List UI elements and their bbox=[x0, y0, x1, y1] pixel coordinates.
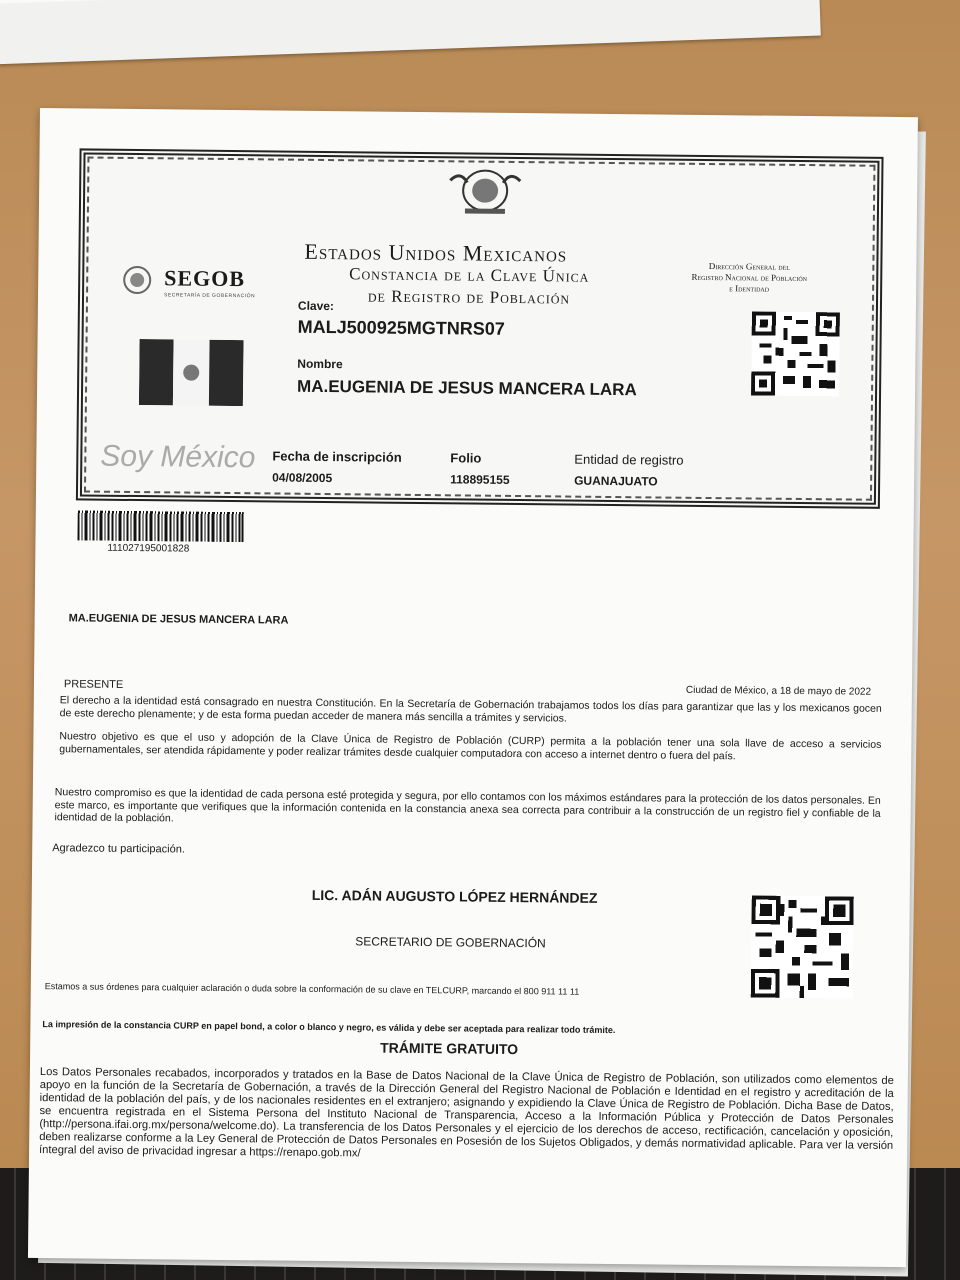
fecha-label: Fecha de inscripción bbox=[272, 448, 402, 465]
doc-title-line1: Constancia de la Clave Única bbox=[349, 264, 590, 286]
nombre-value: MA.EUGENIA DE JESUS MANCERA LARA bbox=[297, 376, 637, 400]
qr-code-icon bbox=[751, 311, 840, 396]
nombre-label: Nombre bbox=[297, 356, 343, 372]
qr-code-icon bbox=[751, 895, 854, 998]
agency-line: Dirección General del bbox=[708, 261, 791, 272]
letter-presente: PRESENTE bbox=[63, 678, 124, 691]
letter-paragraph: El derecho a la identidad está consagrado en nuestra Constitución. En la Secretaría de Gobernación trabajamos todos los días para garantizar que las y los mexicanos gocen de este derecho plenamente; y de esta forma puedan acceder de manera más sencilla a trámites y servicios. bbox=[59, 694, 882, 725]
clave-value: MALJ500925MGTNRS07 bbox=[297, 316, 505, 339]
privacy-notice: Los Datos Personales recabados, incorporados y tratados en la Base de Datos Nacional de la Clave Única de Registro de Población, son utilizados como elementos de apoyo en la función de la Secretaría de Gobernación, a través de la Dirección General del Registro Nacional de Población e Identidad en el registro y acreditación de la identidad de la población del país, y de los nacionales residentes en el extranjero; asignando y expidiendo la Clave Única de Registro de Población. Dicha Base de Datos, se encuentra registrada en el Sistema Persona del Instituto Nacional de Transparencia, Acceso a la Información Pública y Protección de Datos Personales (http://persona.ifai.org.mx/persona/welcome.do). La transferencia de los Datos Personales y el ejercicio de los derechos de acceso, rectificación, cancelación y oposición, deben realizarse conforme a la Ley General de Protección de Datos Personales en Posesión de los Sujetos Obligados, y demás normatividad aplicable. Para ver la versión íntegral del aviso de privacidad ingresar a https://renapo.gob.mx/ bbox=[39, 1066, 894, 1160]
segob-subtitle: SECRETARÍA DE GOBERNACIÓN bbox=[164, 292, 256, 300]
signer-name: LIC. ADÁN AUGUSTO LÓPEZ HERNÁNDEZ bbox=[311, 886, 598, 906]
coat-of-arms-icon bbox=[445, 160, 526, 221]
letter-paragraph: Nuestro compromiso es que la identidad de cada persona esté protegida y segura, por ello contamos con los máximos estándares para la protección de los datos personales. En este marco, es importante que verifiques que la información contenida en la constancia anexa sea correcta para contribuir a la construcción de un registro fiel y confiable de la identidad de la población. bbox=[54, 786, 881, 825]
agency-name bbox=[664, 261, 834, 296]
barcode-number: 111027195001828 bbox=[107, 542, 190, 555]
agency-line: e Identidad bbox=[729, 283, 770, 294]
country-title: Estados Unidos Mexicanos bbox=[304, 238, 568, 267]
fecha-value: 04/08/2005 bbox=[272, 470, 333, 486]
curp-document bbox=[28, 108, 918, 1267]
soy-mexico-watermark: Soy México bbox=[100, 439, 256, 475]
barcode-icon bbox=[77, 510, 243, 542]
bond-note: La impresión de la constancia CURP en papel bond, a color o blanco y negro, es válida y debe ser aceptada para realizar todo trámite. bbox=[42, 1019, 616, 1036]
segob-logo-text: SEGOB bbox=[164, 265, 246, 292]
letter-date: Ciudad de México, a 18 de mayo de 2022 bbox=[685, 684, 872, 698]
agency-line: Registro Nacional de Población bbox=[691, 271, 808, 284]
curp-certificate bbox=[76, 148, 884, 508]
letter-thanks: Agradezco tu participación. bbox=[52, 842, 185, 856]
letter-recipient: MA.EUGENIA DE JESUS MANCERA LARA bbox=[68, 612, 289, 627]
entidad-value: GUANAJUATO bbox=[574, 473, 658, 489]
contact-note: Estamos a sus órdenes para cualquier aclaración o duda sobre la conformación de su clave en TELCURP, marcando el 800 911 11 11 bbox=[44, 981, 580, 997]
segob-eagle-icon bbox=[122, 265, 152, 295]
doc-title-line2: de Registro de Población bbox=[367, 286, 571, 308]
folio-label: Folio bbox=[450, 450, 482, 466]
letter-paragraph: Nuestro objetivo es que el uso y adopción de la Clave Única de Registro de Población (CURP) permita a la población tener una sola llave de acceso a servicios gubernamentales, ser atendida rápidamente y poder realizar trámites desde cualquier computadora con acceso a internet dentro o fuera del país. bbox=[59, 730, 882, 762]
paper-stack-sheet bbox=[0, 0, 821, 64]
entidad-label: Entidad de registro bbox=[574, 451, 684, 468]
tramite-gratuito: TRÁMITE GRATUITO bbox=[380, 1039, 519, 1058]
folio-value: 118895155 bbox=[450, 472, 510, 487]
mexican-flag-icon bbox=[139, 339, 244, 406]
signer-title: SECRETARIO DE GOBERNACIÓN bbox=[355, 934, 546, 951]
clave-label: Clave: bbox=[297, 298, 335, 314]
